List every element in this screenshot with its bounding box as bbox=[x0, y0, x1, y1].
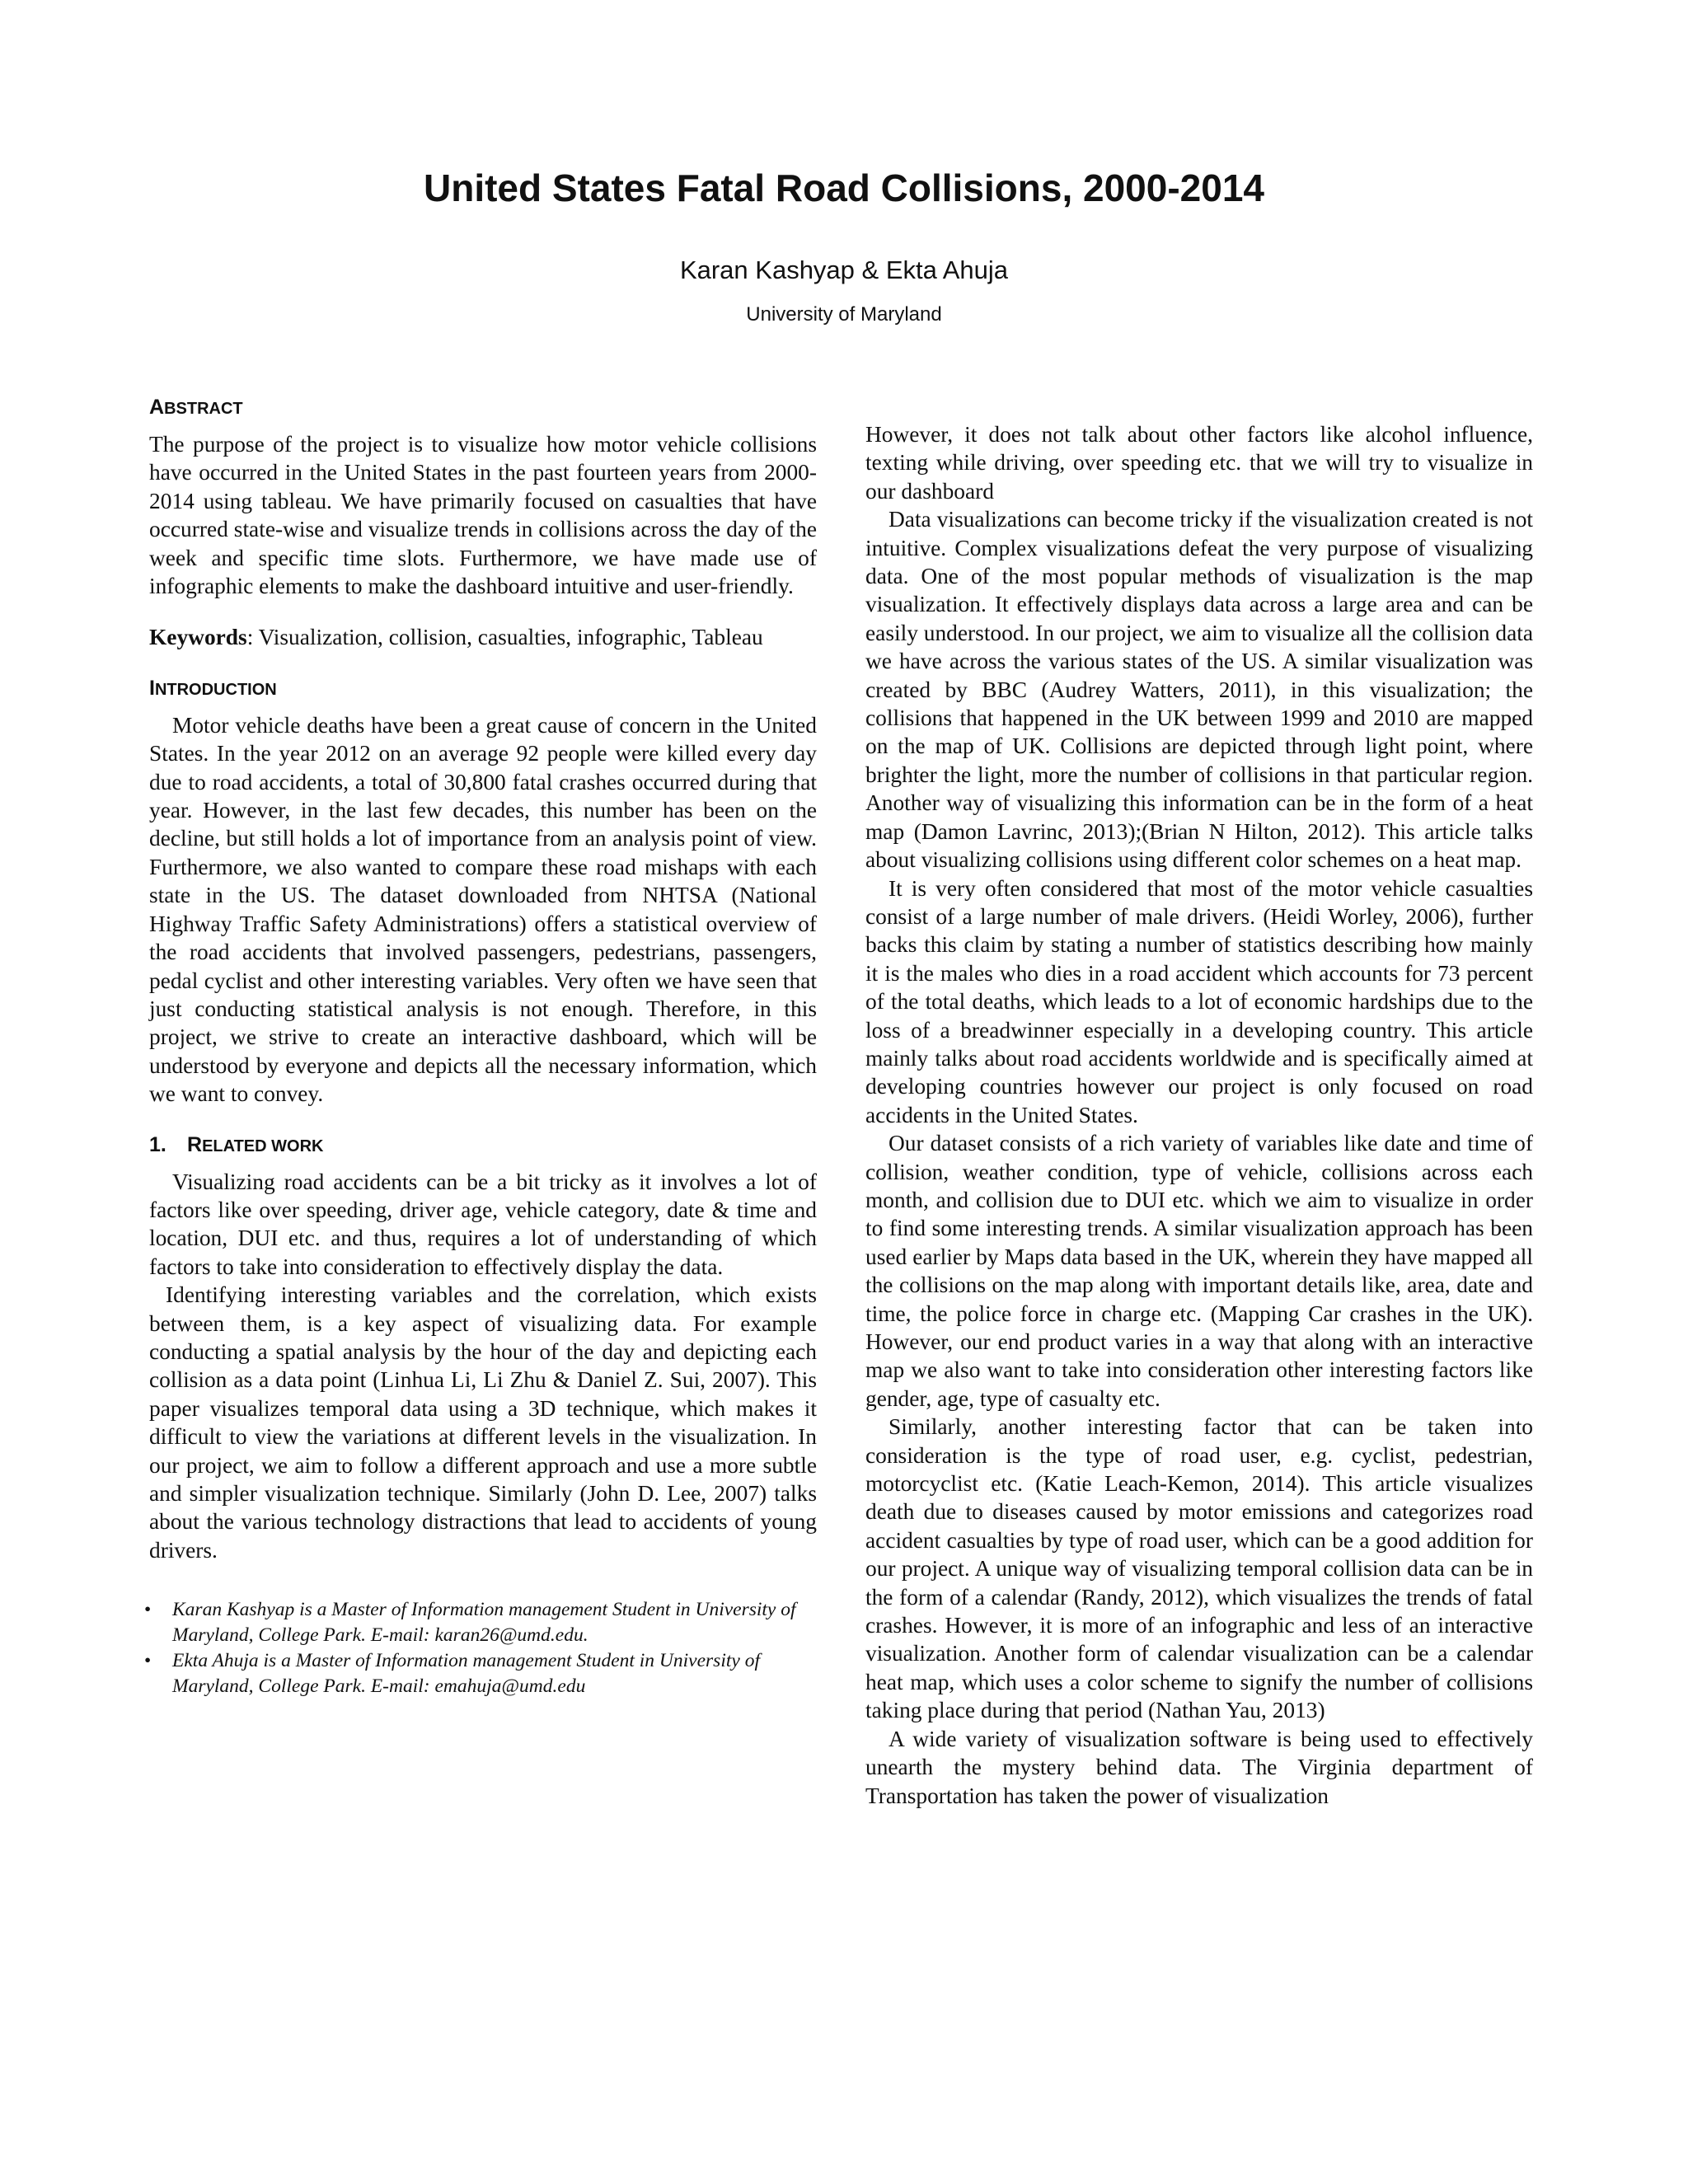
body-paragraph: However, it does not talk about other factors like alcohol influence, texting while driving, over speeding etc. that we will try to visualize in our dashboard bbox=[865, 422, 1533, 504]
footnote-item: • Ekta Ahuja is a Master of Information management Student in University of Maryland, College Park. E-mail: emahuja@umd.edu bbox=[144, 1650, 760, 1698]
affiliation: University of Maryland bbox=[746, 303, 942, 326]
right-column bbox=[865, 420, 1533, 1810]
paper-title: United States Fatal Road Collisions, 2000-2014 bbox=[424, 166, 1264, 209]
body-paragraph: Data visualizations can become tricky if the visualization created is not intuitive. Complex visualizations defeat the very purpose of visualizing data. One of the most popular methods of visualization is the map visualization. It effectively displays data across a large area and can be easily understood. In our project, we aim to visualize all the collision data we have across the various states of the US. A similar visualization was created by BBC (Audrey Watters, 2011), in this visualization; the collisions that happened in the UK between 1999 and 2010 are mapped on the map of UK. Collisions are depicted through light point, where brighter the light, more the number of collisions in that particular region. Another way of visualizing this information can be in the form of a heat map (Damon Lavrinc, 2013);(Brian N Hilton, 2012). This article talks about visualizing collisions using different color schemes on a heat map. bbox=[865, 507, 1533, 873]
author-names: Karan Kashyap & Ekta Ahuja bbox=[679, 255, 1009, 284]
bullet-icon: • bbox=[144, 1599, 152, 1621]
body-paragraph: Our dataset consists of a rich variety of variables like date and time of collision, weather condition, type of vehicle, collisions across each month, and collision due to DUI etc. which we aim to visualize in order to find some interesting trends. A similar visualization approach has been used earlier by Maps data based in the UK, wherein they have mapped all the collisions on the map along with important details like, area, date and time, the police force in charge etc. (Mapping Car crashes in the UK). However, our end product varies in a way that along with an interactive map we also want to take into consideration other interesting factors like gender, age, type of casualty etc. bbox=[865, 1131, 1533, 1411]
left-column bbox=[144, 394, 817, 1699]
body-paragraph: Similarly, another interesting factor that can be taken into consideration is the type of road user, e.g. cyclist, pedestrian, motorcyclist etc. (Katie Leach-Kemon, 2014). This article visualizes death due to diseases caused by motor emissions and categorizes road accident casualties by type of road user, which can be a good addition for our project. A unique way of visualizing temporal collision data can be in the form of a calendar (Randy, 2012), which visualizes the trends of fatal crashes. However, it is more of an infographic and less of an interactive visualization. Another form of calendar visualization can be a calendar heat map, which uses a color scheme to signify the number of collisions taking place during that period (Nathan Yau, 2013) bbox=[865, 1414, 1533, 1723]
keywords bbox=[149, 623, 817, 651]
keywords-label: Keywords bbox=[149, 625, 247, 650]
body-paragraph: A wide variety of visualization software is being used to effectively unearth the mystery behind data. The Virginia department of Transportation has taken the power of visualization bbox=[865, 1726, 1533, 1808]
body-paragraph: It is very often considered that most of the motor vehicle casualties consist of a large number of male drivers. (Heidi Worley, 2006), further backs this claim by stating a number of statistics describing how mainly it is the males who dies in a road accident which accounts for 73 percent of the total deaths, which leads to a lot of economic hardships due to the loss of a breadwinner especially in a developing country. This article mainly talks about road accidents worldwide and is specifically aimed at developing countries however our project is only focused on road accidents in the United States. bbox=[865, 875, 1533, 1127]
related-work-heading: 1. RELATED WORK bbox=[149, 1132, 324, 1156]
introduction-text: Motor vehicle deaths have been a great cause of concern in the United States. In the year 2012 on an average 92 people were killed every day due to road accidents, a total of 30,800 fatal crashes occurred during that year. However, in the last few decades, this number has been on the decline, but still holds a lot of importance from an analysis point of view. Furthermore, we also wanted to compare these road mishaps with each state in the US. The dataset downloaded from NHTSA (National Highway Traffic Safety Administrations) offers a statistical overview of the road accidents that involved passengers, pedestrians, passengers, pedal cyclist and other interesting variables. Very often we have seen that just conducting statistical analysis is not enough. Therefore, in this project, we strive to create an interactive dashboard, which will be understood by everyone and depicts all the necessary information, which we want to convey. bbox=[149, 712, 817, 1107]
related-work-paragraph: Visualizing road accidents can be a bit tricky as it involves a lot of factors like over speeding, driver age, vehicle category, date & time and location, DUI etc. and thus, requires a lot of understanding of which factors to take into consideration to effectively display the data. bbox=[149, 1169, 817, 1279]
bullet-icon: • bbox=[144, 1650, 152, 1672]
abstract-heading: ABSTRACT bbox=[149, 396, 243, 419]
author-footnotes bbox=[144, 1597, 817, 1699]
introduction-heading: INTRODUCTION bbox=[149, 676, 277, 700]
keywords-text: : Visualization, collision, casualties, infographic, Tableau bbox=[246, 625, 763, 650]
related-work-paragraph: Identifying interesting variables and the correlation, which exists between them, is a key aspect of visualizing data. For example conducting a spatial analysis by the hour of the day and depicting each collision as a data point (Linhua Li, Li Zhu & Daniel Z. Sui, 2007). This paper visualizes temporal data using a 3D technique, which makes it difficult to view the variations at different levels in the visualization. In our project, we aim to follow a different approach and use a more subtle and simpler visualization technique. Similarly (John D. Lee, 2007) talks about the various technology distractions that lead to accidents of young drivers. bbox=[149, 1282, 817, 1563]
abstract-text: The purpose of the project is to visualize how motor vehicle collisions have occurred in the United States in the past fourteen years from 2000-2014 using tableau. We have primarily focused on casualties that have occurred state-wise and visualize trends in collisions across the day of the week and specific time slots. Furthermore, we have made use of infographic elements to make the dashboard intuitive and user-friendly. bbox=[149, 432, 817, 599]
footnote-item: • Karan Kashyap is a Master of Information management Student in University of Maryland, College Park. E-mail: karan26@umd.edu. bbox=[144, 1599, 796, 1647]
